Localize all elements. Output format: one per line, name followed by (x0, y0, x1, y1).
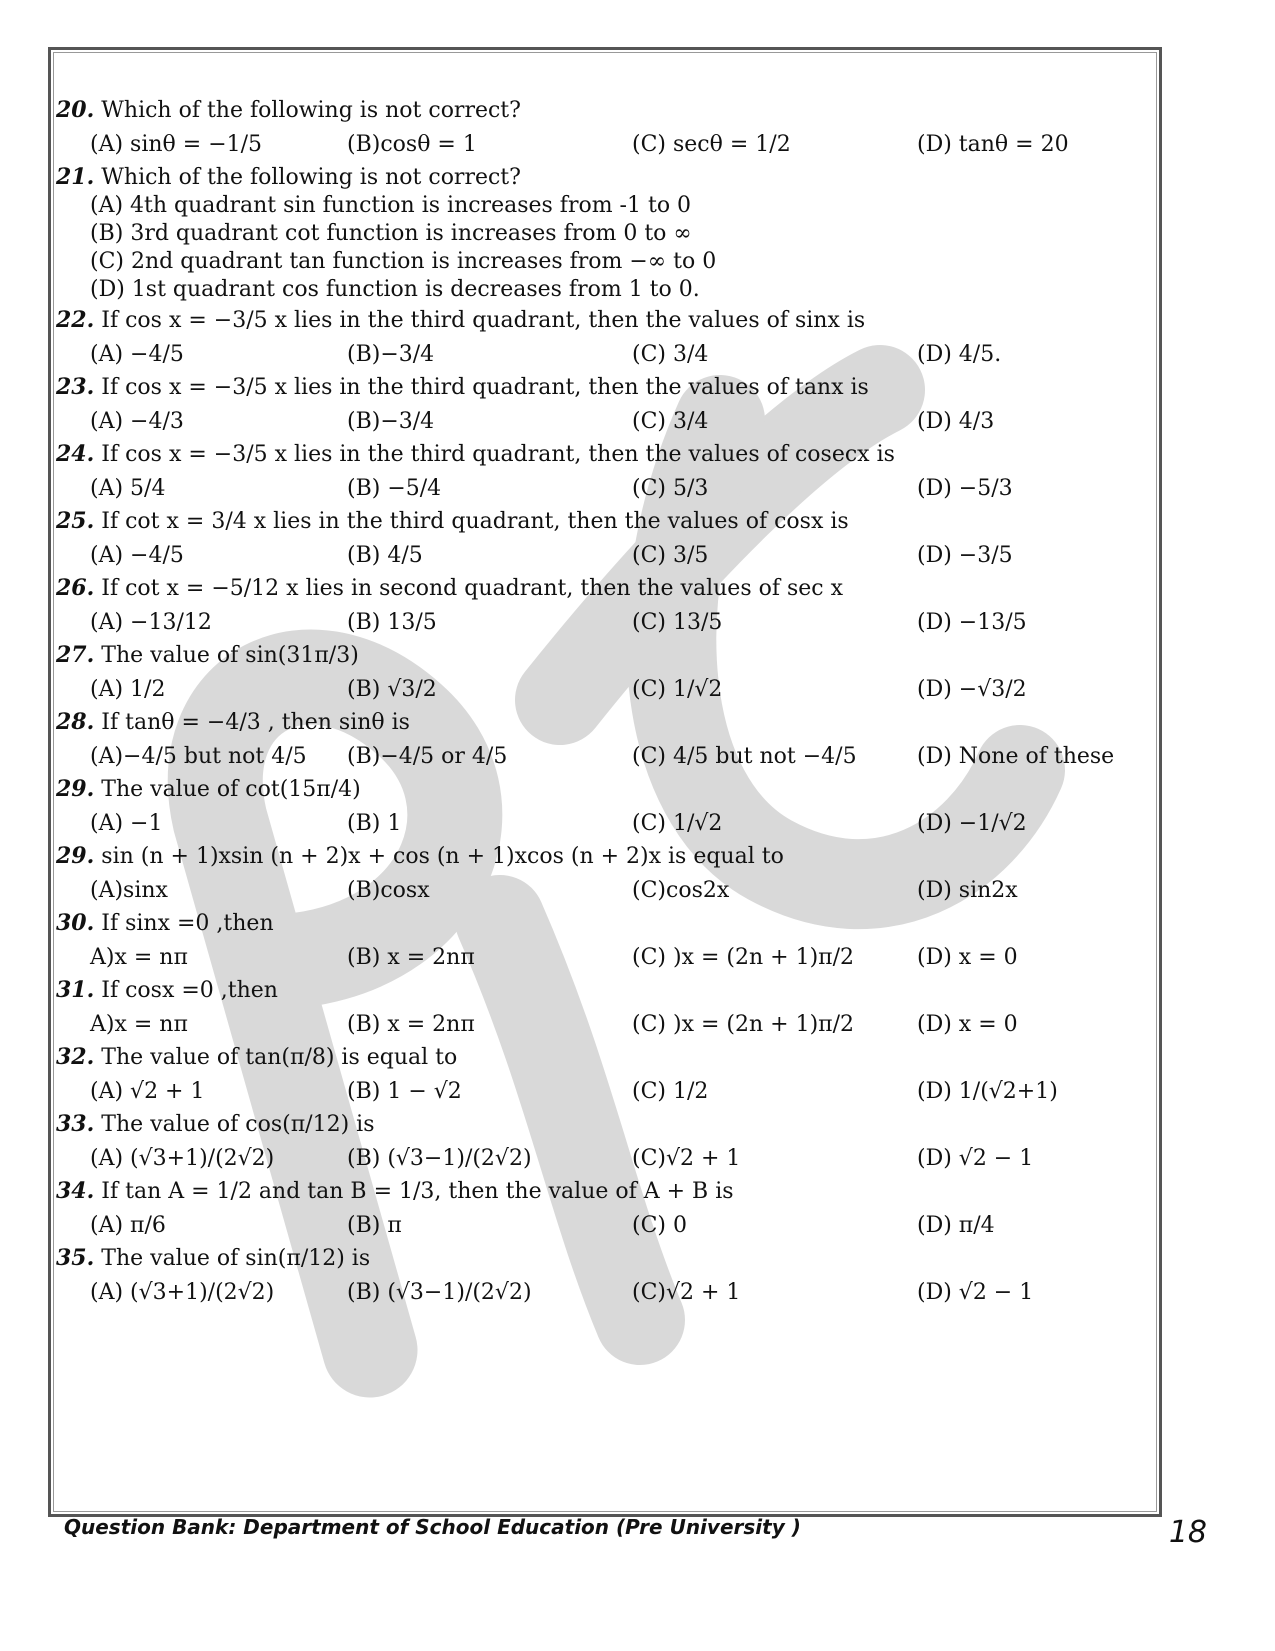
answer-option: (C) 0 (632, 1213, 687, 1238)
answer-option: (A)sinx (90, 878, 168, 903)
answer-option: (C) 13/5 (632, 610, 723, 635)
question-text: Which of the following is not correct? (101, 165, 521, 190)
question-text: If cos x = −3/5 x lies in the third quadrant, then the values of cosecx is (101, 442, 895, 467)
answer-option: (D) 4/3 (917, 409, 995, 434)
answer-option: (B)−4/5 or 4/5 (347, 744, 508, 769)
statement-option: (C) 2nd quadrant tan function is increases from −∞ to 0 (90, 249, 717, 274)
answer-option: (D) −√3/2 (917, 677, 1027, 702)
question-number: 32. (56, 1044, 95, 1070)
question-line (56, 708, 1146, 737)
question-item (56, 708, 1146, 773)
question-number: 25. (56, 508, 95, 534)
options-row (56, 1009, 1146, 1041)
answer-option: (D) −1/√2 (917, 811, 1027, 836)
answer-option: (C)√2 + 1 (632, 1146, 741, 1171)
question-line (56, 507, 1146, 536)
options-row (56, 129, 1146, 161)
answer-option: (B) 13/5 (347, 610, 437, 635)
question-item (56, 1043, 1146, 1108)
answer-option: (D) −13/5 (917, 610, 1027, 635)
answer-option: (B) 4/5 (347, 543, 423, 568)
answer-option: (A) −4/3 (90, 409, 184, 434)
question-number: 29. (56, 776, 95, 802)
question-line (56, 976, 1146, 1005)
answer-option: (A) −4/5 (90, 342, 184, 367)
answer-option: (D) 1/(√2+1) (917, 1079, 1058, 1104)
options-row (56, 1143, 1146, 1175)
question-text: sin (n + 1)xsin (n + 2)x + cos (n + 1)xcos (n + 2)x is equal to (101, 844, 784, 869)
question-number: 22. (56, 307, 95, 333)
options-row (56, 540, 1146, 572)
answer-option: (A) 5/4 (90, 476, 166, 501)
question-item (56, 1244, 1146, 1309)
answer-option: (A) −4/5 (90, 543, 184, 568)
question-number: 28. (56, 709, 95, 735)
options-row (56, 1210, 1146, 1242)
answer-option: (A) √2 + 1 (90, 1079, 205, 1104)
answer-option: (C) 1/√2 (632, 677, 723, 702)
answer-option: (B) (√3−1)/(2√2) (347, 1280, 532, 1305)
answer-option: (C) 3/4 (632, 409, 709, 434)
answer-option: (A) (√3+1)/(2√2) (90, 1146, 275, 1171)
options-row (56, 406, 1146, 438)
question-line (56, 842, 1146, 871)
answer-option: (D) tanθ = 20 (917, 132, 1069, 157)
question-text: The value of cos(π/12) is (101, 1112, 375, 1137)
question-list (56, 96, 1146, 1311)
question-item (56, 641, 1146, 706)
answer-option: (D) √2 − 1 (917, 1280, 1034, 1305)
answer-option: (C) 1/√2 (632, 811, 723, 836)
question-text: The value of cot(15π/4) (101, 777, 361, 802)
question-text: The value of sin(31π/3) (101, 643, 359, 668)
question-item (56, 440, 1146, 505)
question-text: The value of tan(π/8) is equal to (101, 1045, 458, 1070)
question-line (56, 1043, 1146, 1072)
answer-option: (D) π/4 (917, 1213, 995, 1238)
question-text: If cos x = −3/5 x lies in the third quadrant, then the values of sinx is (101, 308, 866, 333)
answer-option: (A) −13/12 (90, 610, 212, 635)
question-item (56, 775, 1146, 840)
question-text: If cot x = 3/4 x lies in the third quadrant, then the values of cosx is (101, 509, 849, 534)
answer-option: (A) π/6 (90, 1213, 166, 1238)
question-line (56, 440, 1146, 469)
options-row (56, 741, 1146, 773)
page-number: 18 (1168, 1515, 1207, 1550)
answer-option: A)x = nπ (90, 1012, 188, 1037)
question-text: If sinx =0 ,then (101, 911, 274, 936)
answer-option: (B) x = 2nπ (347, 945, 475, 970)
answer-option: (D) x = 0 (917, 1012, 1018, 1037)
options-row (56, 607, 1146, 639)
answer-option: (D) −3/5 (917, 543, 1013, 568)
options-row (56, 1076, 1146, 1108)
answer-option: (C) 4/5 but not −4/5 (632, 744, 857, 769)
answer-option: (B)−3/4 (347, 409, 435, 434)
answer-option: (B) −5/4 (347, 476, 442, 501)
answer-option: (D) None of these (917, 744, 1115, 769)
question-line (56, 163, 1146, 192)
question-text: If tanθ = −4/3 , then sinθ is (101, 710, 410, 735)
answer-option: (C) 1/2 (632, 1079, 709, 1104)
question-text: If cot x = −5/12 x lies in second quadrant, then the values of sec x (101, 576, 844, 601)
answer-option: (B) 1 − √2 (347, 1079, 462, 1104)
question-item (56, 163, 1146, 304)
question-line (56, 641, 1146, 670)
question-number: 23. (56, 374, 95, 400)
question-number: 26. (56, 575, 95, 601)
options-row (56, 875, 1146, 907)
question-line (56, 1110, 1146, 1139)
answer-option: (C)cos2x (632, 878, 730, 903)
answer-option: (D) √2 − 1 (917, 1146, 1034, 1171)
answer-option: (B)cosx (347, 878, 430, 903)
question-number: 31. (56, 977, 95, 1003)
answer-option: (D) 4/5. (917, 342, 1002, 367)
question-text: Which of the following is not correct? (101, 98, 521, 123)
footer-text: Question Bank: Department of School Education (Pre University ) (64, 1515, 801, 1539)
answer-option: (B)cosθ = 1 (347, 132, 477, 157)
answer-option: (B)−3/4 (347, 342, 435, 367)
question-number: 27. (56, 642, 95, 668)
question-text: If cos x = −3/5 x lies in the third quadrant, then the values of tanx is (101, 375, 869, 400)
question-number: 34. (56, 1178, 95, 1204)
question-item (56, 842, 1146, 907)
options-row (56, 942, 1146, 974)
question-line (56, 574, 1146, 603)
question-line (56, 909, 1146, 938)
answer-option: (B) (√3−1)/(2√2) (347, 1146, 532, 1171)
answer-option: (B) π (347, 1213, 402, 1238)
answer-option: (A) 1/2 (90, 677, 166, 702)
question-line (56, 1244, 1146, 1273)
question-line (56, 775, 1146, 804)
question-item (56, 574, 1146, 639)
options-row (56, 339, 1146, 371)
question-item (56, 373, 1146, 438)
question-text: If tan A = 1/2 and tan B = 1/3, then the value of A + B is (101, 1179, 734, 1204)
question-text: If cosx =0 ,then (101, 978, 278, 1003)
question-item (56, 306, 1146, 371)
question-number: 20. (56, 97, 95, 123)
answer-option: (D) −5/3 (917, 476, 1013, 501)
statement-option: (D) 1st quadrant cos function is decreases from 1 to 0. (90, 277, 700, 302)
question-text: The value of sin(π/12) is (101, 1246, 371, 1271)
options-row (56, 808, 1146, 840)
answer-option: (C)√2 + 1 (632, 1280, 741, 1305)
question-number: 35. (56, 1245, 95, 1271)
answer-option: (C) 3/4 (632, 342, 709, 367)
question-number: 24. (56, 441, 95, 467)
options-row (56, 1277, 1146, 1309)
question-item (56, 909, 1146, 974)
question-line (56, 306, 1146, 335)
question-item (56, 976, 1146, 1041)
answer-option: (C) 5/3 (632, 476, 709, 501)
answer-option: (A) (√3+1)/(2√2) (90, 1280, 275, 1305)
answer-option: (B) x = 2nπ (347, 1012, 475, 1037)
question-line (56, 1177, 1146, 1206)
answer-option: (A) sinθ = −1/5 (90, 132, 263, 157)
question-item (56, 507, 1146, 572)
answer-option: (A) −1 (90, 811, 163, 836)
question-line (56, 373, 1146, 402)
answer-option: (C) )x = (2n + 1)π/2 (632, 1012, 855, 1037)
statement-option: (B) 3rd quadrant cot function is increases from 0 to ∞ (90, 221, 692, 246)
question-number: 33. (56, 1111, 95, 1137)
answer-option: A)x = nπ (90, 945, 188, 970)
statement-option: (A) 4th quadrant sin function is increases from -1 to 0 (90, 193, 692, 218)
question-number: 29. (56, 843, 95, 869)
question-line (56, 96, 1146, 125)
question-item (56, 96, 1146, 161)
question-number: 30. (56, 910, 95, 936)
question-item (56, 1110, 1146, 1175)
answer-option: (B) 1 (347, 811, 402, 836)
answer-option: (C) )x = (2n + 1)π/2 (632, 945, 855, 970)
question-number: 21. (56, 164, 95, 190)
options-row (56, 473, 1146, 505)
answer-option: (C) 3/5 (632, 543, 709, 568)
answer-option: (D) x = 0 (917, 945, 1018, 970)
answer-option: (A)−4/5 but not 4/5 (90, 744, 307, 769)
answer-option: (C) secθ = 1/2 (632, 132, 791, 157)
answer-option: (D) sin2x (917, 878, 1018, 903)
answer-option: (B) √3/2 (347, 677, 437, 702)
options-row (56, 674, 1146, 706)
question-item (56, 1177, 1146, 1242)
